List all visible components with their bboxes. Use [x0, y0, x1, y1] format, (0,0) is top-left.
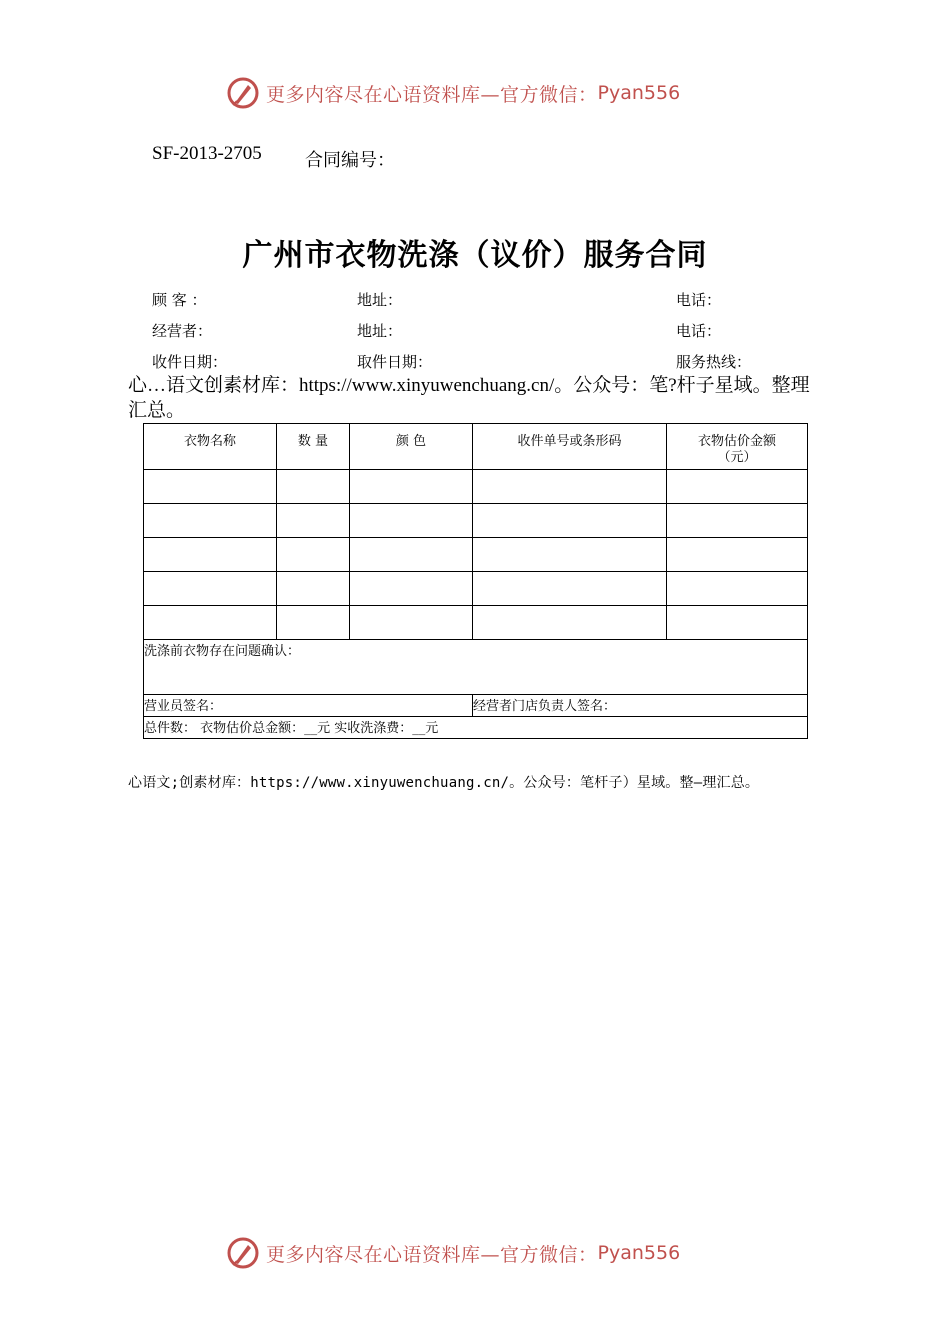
- table-cell[interactable]: [144, 606, 277, 640]
- table-cell[interactable]: [667, 538, 808, 572]
- table-row: [144, 572, 808, 606]
- issue-confirm-field[interactable]: 洗涤前衣物存在问题确认：: [144, 640, 808, 695]
- watermark-banner-bottom: [226, 1233, 786, 1273]
- hotline-label: 服务热线：: [676, 353, 752, 371]
- header-cell: 颜 色: [350, 424, 473, 470]
- banner-text: 更多内容尽在心语资料库—官方微信：: [266, 1243, 598, 1266]
- contract-number-label: 合同编号：: [305, 150, 395, 171]
- table-cell[interactable]: [350, 538, 473, 572]
- table-row: [144, 606, 808, 640]
- table-row: [144, 504, 808, 538]
- table-cell[interactable]: [350, 504, 473, 538]
- table-header-row: [144, 424, 808, 470]
- quill-logo-icon: [226, 1236, 260, 1270]
- table-cell[interactable]: [144, 504, 277, 538]
- table-cell[interactable]: [277, 538, 350, 572]
- table-cell[interactable]: [144, 572, 277, 606]
- banner-text: 更多内容尽在心语资料库—官方微信：: [266, 83, 598, 106]
- document-code: SF-2013-2705: [152, 143, 262, 164]
- customer-phone-label: 电话：: [676, 291, 722, 309]
- document-title: 广州市衣物洗涤（议价）服务合同: [242, 238, 708, 273]
- table-row: [144, 538, 808, 572]
- manager-signature-field[interactable]: 经营者门店负责人签名：: [473, 695, 808, 717]
- header-cell: 数 量: [277, 424, 350, 470]
- totals-row: [144, 717, 808, 739]
- quill-logo-icon: [226, 76, 260, 110]
- pickup-date-label: 取件日期：: [357, 353, 433, 371]
- table-cell[interactable]: [473, 606, 667, 640]
- table-cell[interactable]: [350, 572, 473, 606]
- header-cell: 收件单号或条形码: [473, 424, 667, 470]
- operator-label: 经营者：: [152, 322, 213, 340]
- banner-handle: Pyan556: [597, 82, 681, 104]
- header-cell: 衣物估价金额（元）: [667, 424, 808, 470]
- table-cell[interactable]: [667, 606, 808, 640]
- issue-confirm-row: [144, 640, 808, 695]
- table-cell[interactable]: [473, 470, 667, 504]
- laundry-items-table: [143, 423, 808, 739]
- table-cell[interactable]: [277, 606, 350, 640]
- table-cell[interactable]: [350, 470, 473, 504]
- operator-phone-label: 电话：: [676, 322, 722, 340]
- table-row: [144, 470, 808, 504]
- table-cell[interactable]: [473, 538, 667, 572]
- source-note-bottom: 心语文;创素材库：https://www.xinyuwenchuang.cn/。公众号：笔杆子）星域。整—理汇总。: [128, 775, 760, 791]
- watermark-banner-top: [226, 73, 786, 113]
- table-cell[interactable]: [667, 470, 808, 504]
- table-cell[interactable]: [350, 606, 473, 640]
- table-cell[interactable]: [277, 504, 350, 538]
- table-cell[interactable]: [667, 504, 808, 538]
- table-cell[interactable]: [144, 470, 277, 504]
- receive-date-label: 收件日期：: [152, 353, 228, 371]
- customer-label: 顾 客 ：: [152, 291, 207, 309]
- customer-address-label: 地址：: [357, 291, 403, 309]
- table-cell[interactable]: [473, 504, 667, 538]
- operator-address-label: 地址：: [357, 322, 403, 340]
- table-cell[interactable]: [667, 572, 808, 606]
- header-cell: 衣物名称: [144, 424, 277, 470]
- banner-handle: Pyan556: [597, 1242, 681, 1264]
- signature-row: [144, 695, 808, 717]
- clerk-signature-field[interactable]: 营业员签名：: [144, 695, 473, 717]
- totals-field[interactable]: 总件数： 衣物估价总金额：__元 实收洗涤费：__元: [144, 717, 808, 739]
- table-cell[interactable]: [144, 538, 277, 572]
- table-cell[interactable]: [473, 572, 667, 606]
- table-cell[interactable]: [277, 470, 350, 504]
- table-cell[interactable]: [277, 572, 350, 606]
- source-note-top: 心…语文创素材库：https://www.xinyuwenchuang.cn/。公众号：笔?杆子星域。整理汇总。: [128, 375, 810, 421]
